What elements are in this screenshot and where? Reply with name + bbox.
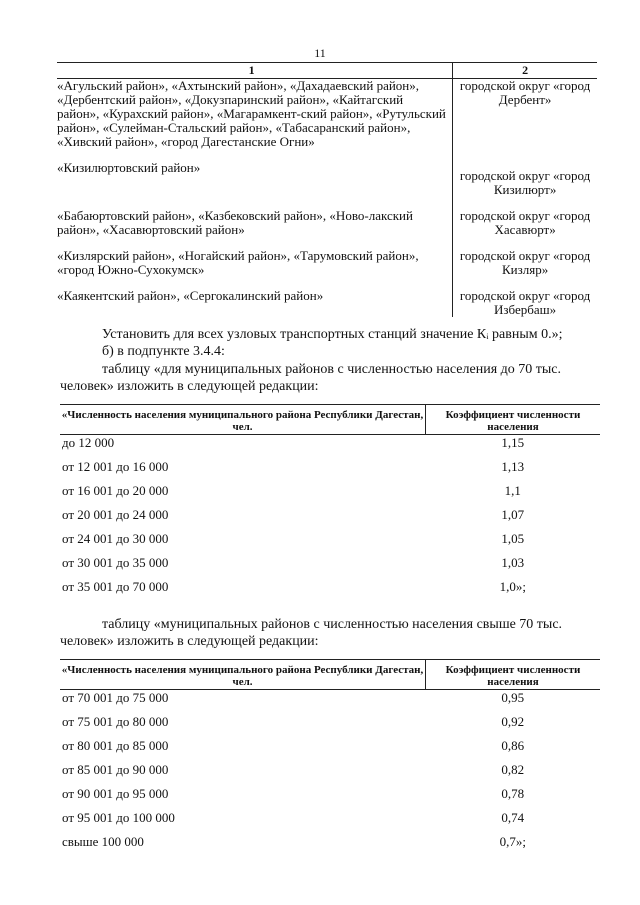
city-district: городской округ «город Кизилюрт» xyxy=(453,161,597,197)
table-row xyxy=(60,738,600,762)
paragraph-table-intro-2: таблицу «муниципальных районов с численностью населения свыше 70 тыс. человек» изложить в следующей редакции: xyxy=(60,617,563,649)
paragraph-subclause: б) в подпункте 3.4.4: xyxy=(102,344,225,359)
district-mapping-table xyxy=(57,62,597,317)
table-row xyxy=(57,161,597,197)
table-row xyxy=(57,79,597,150)
city-district: городской округ «город Хасавюрт» xyxy=(453,209,597,237)
column-header: 2 xyxy=(453,63,597,79)
district-list: «Кизлярский район», «Ногайский район», «Тарумовский район», «город Южно-Сухокумск» xyxy=(57,248,419,277)
population-range: от 16 001 до 20 000 xyxy=(62,483,169,498)
coefficient-value: 0,92 xyxy=(501,714,525,729)
coefficient-value: 0,7»; xyxy=(499,834,526,849)
table-row xyxy=(60,786,600,810)
table-row xyxy=(60,579,600,603)
coefficient-value: 1,07 xyxy=(501,507,525,522)
coefficient-header: Коэффициент численности населения xyxy=(426,405,601,435)
population-range: от 30 001 до 35 000 xyxy=(62,555,169,570)
city-district: городской округ «город Избербаш» xyxy=(453,289,597,317)
coefficient-table-upto-70k xyxy=(60,404,600,603)
table-row xyxy=(60,762,600,786)
table-header-row xyxy=(60,405,600,435)
population-range: от 35 001 до 70 000 xyxy=(62,579,169,594)
coefficient-value: 1,0»; xyxy=(499,579,526,594)
population-range: от 20 001 до 24 000 xyxy=(62,507,169,522)
population-header: «Численность населения муниципального района Республики Дагестан, чел. xyxy=(60,405,426,435)
population-range: от 85 001 до 90 000 xyxy=(62,762,169,777)
population-range: до 12 000 xyxy=(62,435,115,450)
table-row xyxy=(60,507,600,531)
coefficient-table-over-70k xyxy=(60,659,600,858)
coefficient-value: 0,95 xyxy=(501,690,525,705)
coefficient-value: 1,05 xyxy=(501,531,525,546)
table-row xyxy=(60,714,600,738)
table-row xyxy=(60,555,600,579)
coefficient-value: 1,1 xyxy=(504,483,521,498)
table-row xyxy=(60,435,600,460)
table-row xyxy=(60,810,600,834)
paragraph-node-coefficient: Установить для всех узловых транспортных станций значение Кᵢ равным 0.»; xyxy=(102,327,563,342)
table-header-row xyxy=(57,63,597,79)
table-header-row xyxy=(60,660,600,690)
population-range: от 12 001 до 16 000 xyxy=(62,459,169,474)
population-header: «Численность населения муниципального района Республики Дагестан, чел. xyxy=(60,660,426,690)
coefficient-value: 0,86 xyxy=(501,738,525,753)
coefficient-value: 0,82 xyxy=(501,762,525,777)
district-list: «Каякентский район», «Сергокалинский район» xyxy=(57,288,324,303)
paragraph-table-intro-1: таблицу «для муниципальных районов с численностью населения до 70 тыс. человек» изложить в следующей редакции: xyxy=(60,362,561,394)
coefficient-value: 1,15 xyxy=(501,435,525,450)
district-list: «Кизилюртовский район» xyxy=(57,160,201,175)
table-row xyxy=(60,690,600,715)
population-range: от 90 001 до 95 000 xyxy=(62,786,169,801)
table-row xyxy=(57,289,597,317)
table-row xyxy=(60,834,600,858)
coefficient-value: 1,03 xyxy=(501,555,525,570)
city-district: городской округ «город Кизляр» xyxy=(453,249,597,277)
population-range: от 70 001 до 75 000 xyxy=(62,690,169,705)
table-row xyxy=(60,531,600,555)
population-range: от 80 001 до 85 000 xyxy=(62,738,169,753)
table-row xyxy=(60,459,600,483)
coefficient-value: 0,74 xyxy=(501,810,525,825)
population-range: свыше 100 000 xyxy=(62,834,144,849)
table-row xyxy=(60,483,600,507)
district-list: «Агульский район», «Ахтынский район», «Дахадаевский район», «Дербентский район», «Докузпаринский район», «Кайтагский район», «Курахский район», «Магарамкент-ский район», «Рутульский район», «Сулейман-Стальский район», «Табасаранский район», «Хивский район», «город Дагестанские Огни» xyxy=(57,78,446,149)
column-header: 1 xyxy=(57,63,453,79)
population-range: от 24 001 до 30 000 xyxy=(62,531,169,546)
coefficient-value: 1,13 xyxy=(501,459,525,474)
coefficient-header: Коэффициент численности населения xyxy=(426,660,601,690)
table-row xyxy=(57,249,597,277)
district-list: «Бабаюртовский район», «Казбековский район», «Ново-лакский район», «Хасавюртовский район» xyxy=(57,208,413,237)
coefficient-value: 0,78 xyxy=(501,786,525,801)
city-district: городской округ «город Дербент» xyxy=(453,79,597,150)
table-row xyxy=(57,209,597,237)
page-number: 11 xyxy=(314,46,326,60)
population-range: от 75 001 до 80 000 xyxy=(62,714,169,729)
population-range: от 95 001 до 100 000 xyxy=(62,810,175,825)
